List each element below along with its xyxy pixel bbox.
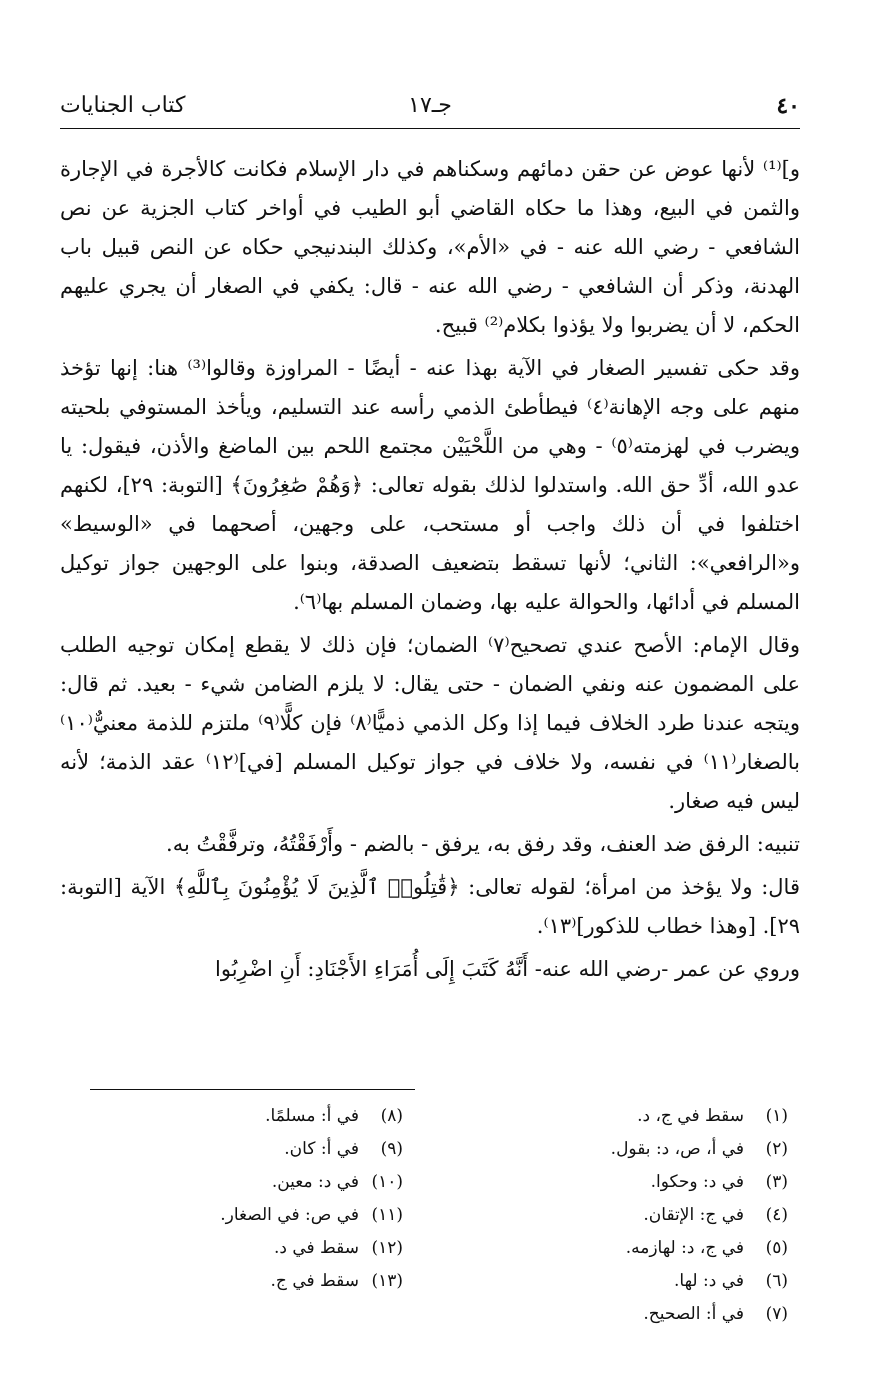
footnote xyxy=(458,1166,788,1199)
footnote xyxy=(103,1133,403,1166)
paragraph: وقال الإمام: الأصح عندي تصحيح⁽٧⁾ الضمان؛ فإن ذلك لا يقطع إمكان توجيه الطلب على المضمون عنه ونفي الضمان - حتى يقال: لا يلزم الضامن شيء - بعيد. ثم قال: ويتجه عندنا طرد الخلاف فيما إذا وكل الذمي ذميًّا⁽٨⁾ فإن كلًّا⁽٩⁾ ملتزم للذمة معنيٌّ⁽١٠⁾ بالصغار⁽١١⁾ في نفسه، ولا خلاف في جواز توكيل المسلم [في]⁽١٢⁾ عقد الذمة؛ لأنه ليس فيه صغار. xyxy=(60,633,800,813)
footnote-text: في أ: الصحيح. xyxy=(643,1304,744,1324)
footnote-number: (١٢) xyxy=(371,1238,403,1258)
main-text xyxy=(60,150,800,993)
footnote-text: في د: معين. xyxy=(271,1172,359,1192)
footnote-text: في د: لها. xyxy=(673,1271,744,1291)
footnote xyxy=(103,1232,403,1265)
footnote-number: (٣) xyxy=(765,1172,788,1192)
footnote-number: (٥) xyxy=(765,1238,788,1258)
footnote-text: في ج، د: لهازمه. xyxy=(625,1238,744,1258)
footnote xyxy=(458,1298,788,1331)
footnote-text: في د: وحكوا. xyxy=(650,1172,744,1192)
footnote-text: سقط في ج، د. xyxy=(637,1106,744,1126)
footnotes-right-column xyxy=(458,1100,788,1331)
footnote-number: (٤) xyxy=(765,1205,788,1225)
footnote xyxy=(103,1166,403,1199)
page-number: ٤٠ xyxy=(776,93,800,119)
footnotes-left-column xyxy=(103,1100,403,1298)
footnote-number: (٢) xyxy=(765,1139,788,1159)
footnote-text: في ج: الإتقان. xyxy=(643,1205,744,1225)
paragraph: تنبيه: الرفق ضد العنف، وقد رفق به، يرفق - بالضم - وأَرْفَقْتُهُ، وترفَّقْتُ به. xyxy=(166,832,800,856)
footnote xyxy=(103,1100,403,1133)
footnote-number: (١٣) xyxy=(371,1271,403,1291)
footnote xyxy=(103,1265,403,1298)
paragraph: و]⁽¹⁾ لأنها عوض عن حقن دمائهم وسكناهم في دار الإسلام فكانت كالأجرة في الإجارة والثمن في البيع، وهذا ما حكاه القاضي أبو الطيب في أواخر كتاب الجزية عن نص الشافعي - رضي الله عنه - في «الأم»، وكذلك البندنيجي حكاه عن النص قبيل باب الهدنة، وذكر أن الشافعي - رضي الله عنه - قال: يكفي في الصغار أن يجري عليهم الحكم، لا أن يضربوا ولا يؤذوا بكلام⁽²⁾ قبيح. xyxy=(60,157,800,337)
footnote-number: (١) xyxy=(765,1106,788,1126)
footnote xyxy=(458,1199,788,1232)
footnote xyxy=(458,1232,788,1265)
footnote xyxy=(458,1265,788,1298)
footnote-number: (١١) xyxy=(371,1205,403,1225)
paragraph: قال: ولا يؤخذ من امرأة؛ لقوله تعالى: ﴿قَٰتِلُوا۟ ٱلَّذِينَ لَا يُؤْمِنُونَ بِٱللَّهِ﴾ الآية [التوبة: ٢٩]. [وهذا خطاب للذكور]⁽١٣⁾. xyxy=(60,875,800,938)
footnote-text: سقط في ج. xyxy=(270,1271,359,1291)
paragraph: وروي عن عمر -رضي الله عنه- أَنَّهُ كَتَبَ إِلَى أُمَرَاءِ الأَجْنَادِ: أَنِ اضْرِبُوا xyxy=(215,957,800,981)
footnote-text: في أ: كان. xyxy=(284,1139,359,1159)
footnote-number: (٩) xyxy=(380,1139,403,1159)
footnote-divider xyxy=(90,1089,415,1090)
footnote-text: في أ: مسلمًا. xyxy=(265,1106,359,1126)
paragraph: وقد حكى تفسير الصغار في الآية بهذا عنه - أيضًا - المراوزة وقالوا⁽³⁾ هنا: إنها تؤخذ منهم على وجه الإهانة⁽٤⁾ فيطأطئ الذمي رأسه عند التسليم، ويأخذ المستوفي بلحيته ويضرب في لهزمته⁽٥⁾ - وهي من اللَّحْيَيْن مجتمع اللحم بين الماضغ والأذن، فيقول: يا عدو الله، أدِّ حق الله. واستدلوا لذلك بقوله تعالى: ﴿وَهُمْ صَٰغِرُونَ﴾ [التوبة: ٢٩]، لكنهم اختلفوا في أن ذلك واجب أو مستحب، على وجهين، أصحهما في «الوسيط» و«الرافعي»: الثاني؛ لأنها تسقط بتضعيف الصدقة، وبنوا على الوجهين جواز توكيل المسلم في أدائها، والحوالة عليه بها، وضمان المسلم بها⁽٦⁾. xyxy=(60,356,800,614)
footnote-text: في أ، ص، د: بقول. xyxy=(610,1139,744,1159)
page-header xyxy=(60,86,800,126)
footnote-number: (١٠) xyxy=(371,1172,403,1192)
footnote-text: سقط في د. xyxy=(273,1238,359,1258)
book-title: كتاب الجنايات xyxy=(60,93,186,118)
footnote xyxy=(458,1100,788,1133)
volume-label: جـ١٧ xyxy=(408,93,452,118)
header-divider xyxy=(60,128,800,129)
footnote xyxy=(103,1199,403,1232)
footnote-number: (٦) xyxy=(765,1271,788,1291)
footnote xyxy=(458,1133,788,1166)
footnote-text: في ص: في الصغار. xyxy=(220,1205,359,1225)
footnote-number: (٧) xyxy=(765,1304,788,1324)
footnote-number: (٨) xyxy=(380,1106,403,1126)
